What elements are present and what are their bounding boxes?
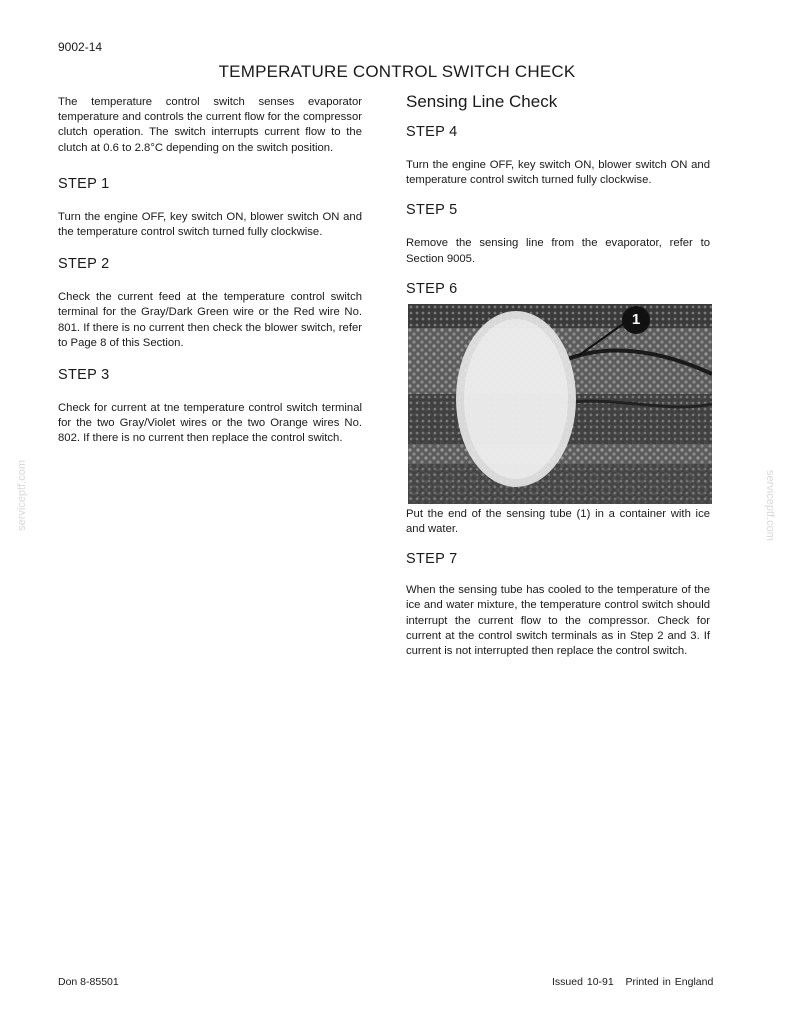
step-4-heading: STEP 4	[406, 124, 458, 140]
callout-1: 1	[622, 306, 650, 334]
step-2-text: Check the current feed at the temperature control switch terminal for the Gray/Dark Green wire or the Red wire No. 801. If there is no current then check the blower switch, refer to Page 8 of this Section.	[58, 291, 362, 349]
step-6-text: Put the end of the sensing tube (1) in a container with ice and water.	[406, 507, 710, 536]
page-title: TEMPERATURE CONTROL SWITCH CHECK	[218, 62, 576, 81]
footer-issue-info	[552, 976, 713, 988]
step-3-heading: STEP 3	[58, 367, 110, 384]
step-1-heading: STEP 1	[58, 175, 110, 192]
step-7-heading: STEP 7	[406, 551, 458, 568]
footer-printed: Printed in England	[625, 976, 714, 988]
step-3-text: Check for current at tne temperature control switch terminal for the two Gray/Violet wires or the two Orange wires No. 802. If there is no current then replace the control switch.	[58, 402, 362, 445]
step-1-text: Turn the engine OFF, key switch ON, blower switch ON and the temperature control switch turned fully clockwise.	[58, 210, 362, 239]
step-5-heading: STEP 5	[406, 202, 458, 219]
footer-issued: Issued 10-91	[552, 976, 614, 988]
intro-paragraph: The temperature control switch senses evaporator temperature and controls the current flow for the compressor clutch operation. The switch interrupts current flow to the clutch at 0.6 to 2.8°C depending on the switch position.	[58, 96, 362, 154]
watermark-left: serviceptf.com	[16, 460, 28, 531]
step-2-heading: STEP 2	[58, 256, 110, 273]
step-7-text: When the sensing tube has cooled to the temperature of the ice and water mixture, the temperature control switch should interrupt the current flow to the compressor. Check for current at the control switch terminals as in Step 2 and 3. If current is not interrupted then replace the control switch.	[406, 584, 710, 658]
step-6-heading: STEP 6	[406, 280, 458, 297]
footer-doc-number: Don 8-85501	[58, 976, 119, 988]
step-4-text: Turn the engine OFF, key switch ON, blower switch ON and temperature control switch turned fully clockwise.	[406, 159, 710, 187]
section-heading: Sensing Line Check	[406, 92, 558, 111]
step-5-text: Remove the sensing line from the evaporator, refer to Section 9005.	[406, 237, 710, 265]
photo-graphic	[408, 304, 712, 504]
watermark-right: serviceptf.com	[764, 470, 776, 541]
left-column	[58, 95, 362, 447]
sensing-tube-photo	[408, 304, 712, 504]
page-number: 9002-14	[58, 40, 103, 54]
